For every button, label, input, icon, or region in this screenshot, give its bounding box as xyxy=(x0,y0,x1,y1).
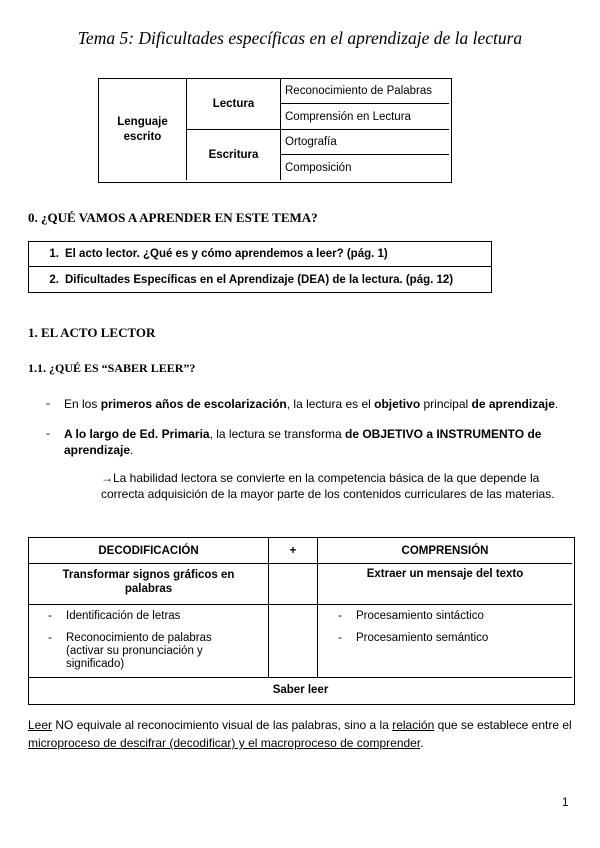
decodificacion-description: Transformar signos gráficos en palabras xyxy=(29,564,269,605)
saber-leer-footer: Saber leer xyxy=(272,684,329,696)
empty-cell xyxy=(269,605,318,678)
language-root-line1: Lenguaje xyxy=(117,115,168,128)
language-root-line2: escrito xyxy=(123,130,162,143)
language-root-cell xyxy=(99,79,187,180)
bullet-dash: - xyxy=(46,396,50,410)
toc-number: 2. xyxy=(49,273,59,286)
toc-number: 1. xyxy=(49,248,59,260)
toc-text: Dificultades Específicas en el Aprendizaje (DEA) de la lectura. (pág. 12) xyxy=(65,273,454,286)
bullet-paragraph-2: A lo largo de Ed. Primaria, la lectura se transforma de OBJETIVO a INSTRUMENTO de aprendizaje. xyxy=(64,427,542,457)
note-paragraph xyxy=(101,470,561,502)
escritura-item: Composición xyxy=(285,161,352,174)
escritura-item: Ortografía xyxy=(281,130,449,155)
toc-table xyxy=(28,241,492,293)
section-heading-0: 0. ¿QUÉ VAMOS A APRENDER EN ESTE TEMA? xyxy=(28,210,318,225)
header-plus: + xyxy=(269,538,318,564)
toc-row xyxy=(29,267,491,292)
note-line: correcta adquisición de la mayor parte de los contenidos curriculares de las materias. xyxy=(101,487,555,501)
subsection-heading-1-1: 1.1. ¿QUÉ ES “SABER LEER”? xyxy=(28,361,196,375)
header-decodificacion: DECODIFICACIÓN xyxy=(29,538,269,564)
lectura-item: Reconocimiento de Palabras xyxy=(281,79,449,104)
page-number: 1 xyxy=(562,797,569,809)
note-line: →La habilidad lectora se convierte en la competencia básica de la que depende la xyxy=(101,471,540,485)
page-title: Tema 5: Dificultades específicas en el aprendizaje de la lectura xyxy=(77,28,523,48)
decoding-table xyxy=(28,537,575,705)
escritura-cell: Escritura xyxy=(187,130,281,180)
lectura-cell: Lectura xyxy=(187,79,281,130)
lectura-item: Comprensión en Lectura xyxy=(281,104,449,130)
toc-text: El acto lector. ¿Qué es y cómo aprendemos a leer? (pág. 1) xyxy=(65,248,388,260)
closing-paragraph: Leer NO equivale al reconocimiento visual de las palabras, sino a la relación que se establece entre el microproceso de descifrar (decodificar) y el macroproceso de comprender. xyxy=(28,718,572,750)
empty-cell xyxy=(269,564,318,605)
bullet-dash: - xyxy=(46,426,50,440)
comprension-list: - Procesamiento sintáctico - Procesamiento semántico xyxy=(318,605,572,678)
header-comprension: COMPRENSIÓN xyxy=(318,538,572,564)
bullet-paragraph-1: En los primeros años de escolarización, la lectura es el objetivo principal de aprendizaje. xyxy=(64,397,559,411)
language-table xyxy=(98,78,452,183)
decodificacion-list: - Identificación de letras - Reconocimiento de palabras (activar su pronunciación y significado) xyxy=(29,605,269,678)
comprension-description: Extraer un mensaje del texto xyxy=(318,564,572,605)
section-heading-1: 1. EL ACTO LECTOR xyxy=(28,325,156,340)
toc-row xyxy=(29,242,491,267)
